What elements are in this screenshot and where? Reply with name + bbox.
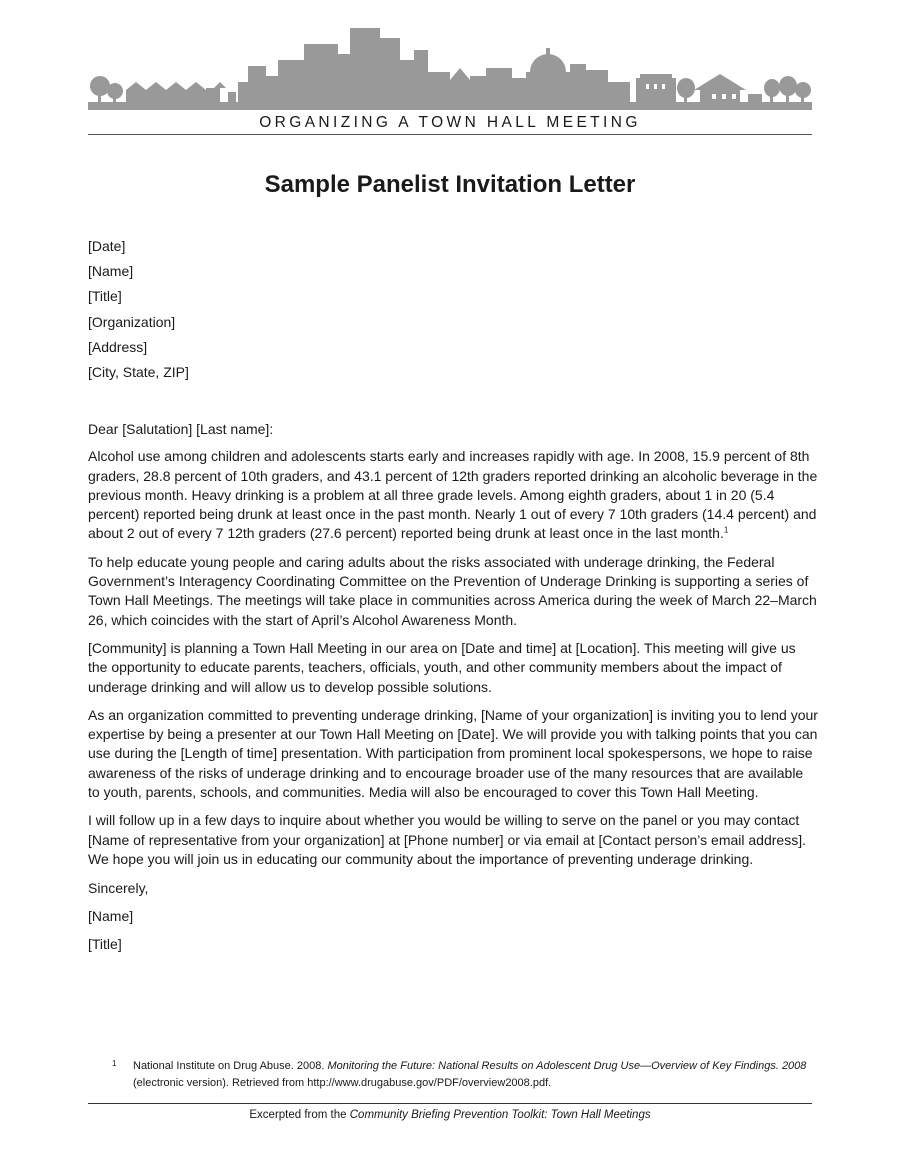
closing-title: [Title]: [88, 936, 122, 953]
letter-body: [88, 420, 818, 962]
footnote: [112, 1058, 812, 1091]
address-title: [Title]: [88, 288, 122, 305]
banner-title: ORGANIZING A TOWN HALL MEETING: [259, 114, 641, 131]
banner-divider: [88, 134, 812, 135]
document-title: Sample Panelist Invitation Letter: [264, 171, 636, 198]
footnote-suffix: (electronic version). Retrieved from http://www.drugabuse.gov/PDF/overview2008.pdf.: [133, 1076, 552, 1089]
address-organization: [Organization]: [88, 313, 176, 330]
footer-divider: [88, 1103, 812, 1104]
address-city-state-zip: [City, State, ZIP]: [88, 363, 189, 380]
footer-prefix: Excerpted from the: [249, 1109, 347, 1121]
paragraph-town-hall-series: To help educate young people and caring adults about the risks associated with underage drinking, the Federal Government’s Interagency Coordinating Committee on the Prevention of Underage Drinking is supporting a series of Town Hall Meetings. The meetings will take place in communities across America during the week of March 22–March 26, which coincides with the start of April’s Alcohol Awareness Month.: [88, 553, 817, 628]
footnote-prefix: National Institute on Drug Abuse. 2008.: [133, 1060, 325, 1072]
paragraph-invitation: As an organization committed to preventing underage drinking, [Name of your organization] is inviting you to lend your expertise by being a presenter at our Town Hall Meeting on [Date]. We will provide you with talking points that you can use during the [Length of time] presentation. With participation from prominent local spokespersons, we hope to raise awareness of the risks of underage drinking and to encourage broader use of the many resources that are available to youth, parents, schools, and communities. Media will also be encouraged to cover this Town Hall Meeting.: [88, 706, 818, 801]
address-street: [Address]: [88, 338, 148, 355]
paragraph-statistics: [88, 447, 818, 543]
skyline-banner: [88, 24, 812, 112]
address-date: [Date]: [88, 238, 126, 254]
skyline-illustration: [88, 24, 812, 112]
footnote-marker: 1: [112, 1059, 117, 1068]
footer-source-title: Community Briefing Prevention Toolkit: Town Hall Meetings: [349, 1109, 651, 1121]
paragraph-follow-up: I will follow up in a few days to inquire about whether you would be willing to serve on the panel or you may contact [Name of representative from your organization] at [Phone number] or via email at [Contact person’s email address]. We hope you will join us in educating our community about the importance of preventing underage drinking.: [88, 812, 806, 867]
page-footer: [0, 1109, 900, 1121]
address-block: [88, 236, 818, 387]
footnote-reference: 1: [723, 525, 729, 535]
closing-sincerely: Sincerely,: [88, 880, 149, 897]
closing-name: [Name]: [88, 908, 134, 925]
footnote-source-title: Monitoring the Future: National Results on Adolescent Drug Use—Overview of Key Findings. 2008: [327, 1060, 807, 1072]
paragraph-text: Alcohol use among children and adolescents starts early and increases rapidly with age. In 2008, 15.9 percent of 8th graders, 28.8 percent of 10th graders, and 43.1 percent of 12th graders reported drinking an alcoholic beverage in the previous month. Heavy drinking is a problem at all three grade levels. Among eighth graders, about 1 in 20 (5.4 percent) reported being drunk at least once in the past month. Nearly 1 out of every 7 10th graders (14.4 percent) and about 2 out of every 7 12th graders (27.6 percent) reported being drunk at least once in the last month.: [88, 448, 818, 542]
footnote-text: [133, 1058, 812, 1091]
salutation: Dear [Salutation] [Last name]:: [88, 421, 274, 437]
paragraph-community-meeting: [Community] is planning a Town Hall Meeting in our area on [Date and time] at [Location]. This meeting will give us the opportunity to educate parents, teachers, officials, youth, and other community members about the impact of underage drinking and will allow us to develop possible solutions.: [88, 639, 796, 695]
address-name: [Name]: [88, 263, 134, 280]
